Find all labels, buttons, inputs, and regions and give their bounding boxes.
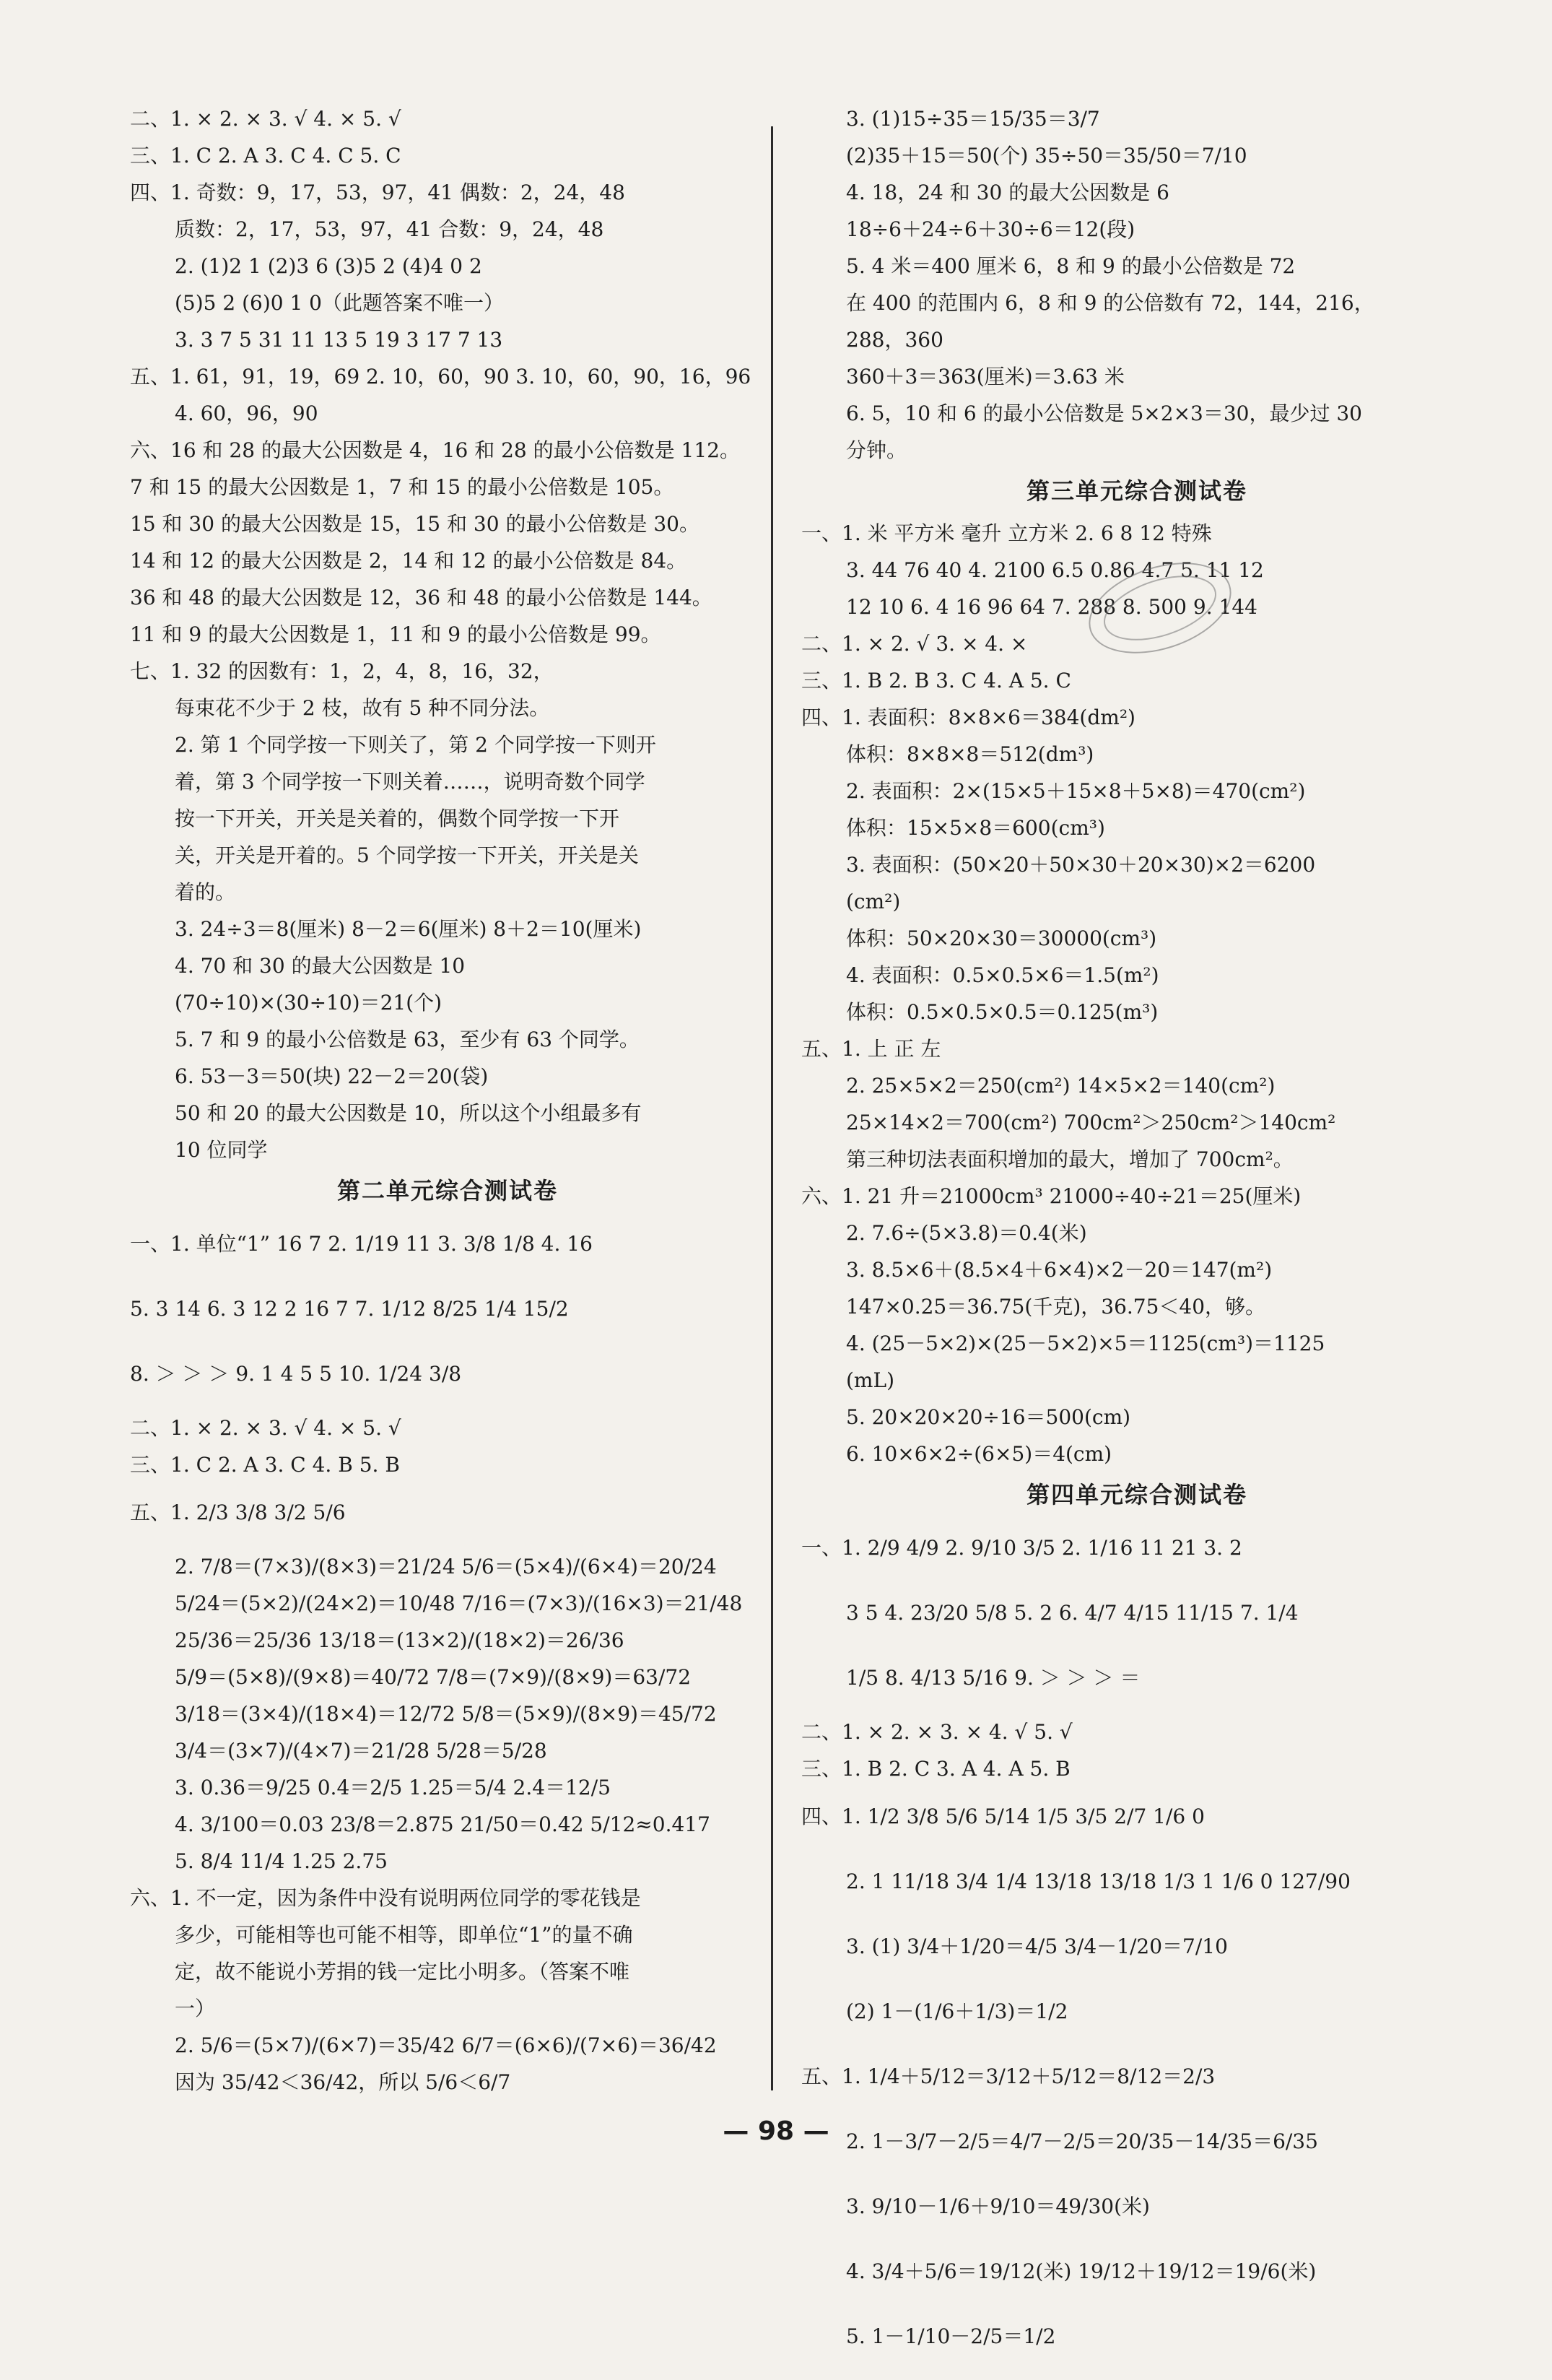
answer-line: (2) 1－(1/6＋1/3)＝1/2: [846, 1999, 1068, 2023]
answer-line: (cm²): [846, 890, 901, 913]
answer-line: 质数：2，17，53，97，41 合数：9，24，48: [175, 217, 604, 241]
answer-line: 二、1. × 2. √ 3. × 4. ×: [801, 632, 1028, 656]
answer-line: 第三种切法表面积增加的最大，增加了 700cm²。: [846, 1147, 1294, 1171]
answer-line: 6. 53－3＝50(块) 22－2＝20(袋): [175, 1064, 489, 1088]
answer-line: 12 10 6. 4 16 96 64 7. 288 8. 500 9. 144: [846, 595, 1257, 619]
answer-line: 360＋3＝363(厘米)＝3.63 米: [846, 365, 1125, 388]
answer-line: 2. 7/8＝(7×3)/(8×3)＝21/24 5/6＝(5×4)/(6×4)＝20/24: [175, 1555, 717, 1578]
answer-line: 三、1. C 2. A 3. C 4. C 5. C: [130, 144, 401, 168]
answer-line: 因为 35/42＜36/42，所以 5/6＜6/7: [175, 2070, 511, 2094]
answer-line: (mL): [846, 1368, 894, 1392]
answer-line: 18÷6＋24÷6＋30÷6＝12(段): [846, 217, 1135, 241]
answer-line: 四、1. 奇数：9，17，53，97，41 偶数：2，24，48: [130, 181, 625, 204]
answer-line: 二、1. × 2. × 3. √ 4. × 5. √: [130, 107, 401, 131]
unit3-title: 第三单元综合测试卷: [1026, 477, 1247, 505]
answer-line: 体积：50×20×30＝30000(cm³): [846, 926, 1157, 950]
answer-line: 体积：8×8×8＝512(dm³): [846, 742, 1094, 766]
answer-line: 36 和 48 的最大公因数是 12，36 和 48 的最小公倍数是 144。: [130, 586, 712, 609]
answer-line: 2. 5/6＝(5×7)/(6×7)＝35/42 6/7＝(6×6)/(7×6)＝36/42: [175, 2033, 717, 2057]
answer-line: 六、16 和 28 的最大公因数是 4，16 和 28 的最小公倍数是 112。: [130, 438, 740, 462]
answer-line: 二、1. × 2. × 3. √ 4. × 5. √: [130, 1416, 401, 1440]
answer-line: 25/36＝25/36 13/18＝(13×2)/(18×2)＝26/36: [175, 1628, 624, 1652]
answer-line: 三、1. B 2. B 3. C 4. A 5. C: [801, 669, 1071, 692]
answer-line: 5. 7 和 9 的最小公倍数是 63，至少有 63 个同学。: [175, 1028, 640, 1051]
answer-line: 六、1. 不一定，因为条件中没有说明两位同学的零花钱是: [130, 1886, 641, 1910]
answer-line: 3. 9/10－1/6＋9/10＝49/30(米): [846, 2194, 1150, 2218]
answer-line: 一、1. 2/9 4/9 2. 9/10 3/5 2. 1/16 11 21 3. 2: [801, 1536, 1242, 1560]
answer-line: 3. 24÷3＝8(厘米) 8－2＝6(厘米) 8＋2＝10(厘米): [175, 917, 642, 941]
unit2-title: 第二单元综合测试卷: [336, 1177, 558, 1204]
answer-line: (70÷10)×(30÷10)＝21(个): [175, 991, 443, 1015]
column-divider: [771, 126, 773, 2090]
answer-line: 2. 表面积：2×(15×5＋15×8＋5×8)＝470(cm²): [846, 779, 1306, 803]
answer-line: 一、1. 米 平方米 毫升 立方米 2. 6 8 12 特殊: [801, 521, 1212, 545]
answer-line: (5)5 2 (6)0 1 0（此题答案不唯一）: [175, 291, 504, 315]
answer-line: 4. 表面积：0.5×0.5×6＝1.5(m²): [846, 963, 1159, 987]
answer-line: 按一下开关，开关是关着的，偶数个同学按一下开: [175, 807, 620, 830]
answer-line: 3. (1)15÷35＝15/35＝3/7: [846, 107, 1100, 131]
answer-line: 5. 8/4 11/4 1.25 2.75: [175, 1849, 388, 1873]
answer-line: 一、1. 单位“1” 16 7 2. 1/19 11 3. 3/8 1/8 4. 16: [130, 1232, 593, 1256]
answer-line: 8. ＞ ＞ ＞ 9. 1 4 5 5 10. 1/24 3/8: [130, 1362, 462, 1386]
answer-line: 3. 8.5×6＋(8.5×4＋6×4)×2－20＝147(m²): [846, 1258, 1273, 1282]
answer-line: 每束花不少于 2 枝，故有 5 种不同分法。: [175, 696, 550, 720]
right-column: [801, 108, 1473, 2380]
answer-line: 4. 3/100＝0.03 23/8＝2.875 21/50＝0.42 5/12≈0.417: [175, 1812, 710, 1836]
answer-line: 50 和 20 的最大公因数是 10，所以这个小组最多有: [175, 1101, 642, 1125]
unit4-title: 第四单元综合测试卷: [1026, 1481, 1247, 1508]
answer-line: 4. (25－5×2)×(25－5×2)×5＝1125(cm³)＝1125: [846, 1332, 1325, 1355]
answer-line: 着的。: [175, 880, 236, 904]
answer-line: 11 和 9 的最大公因数是 1，11 和 9 的最小公倍数是 99。: [130, 622, 661, 646]
answer-line: 五、1. 上 正 左: [801, 1037, 941, 1061]
answer-line: 4. 18，24 和 30 的最大公因数是 6: [846, 181, 1169, 204]
answer-line: 6. 5，10 和 6 的最小公倍数是 5×2×3＝30，最少过 30: [846, 401, 1362, 425]
answer-line: 3. 3 7 5 31 11 13 5 19 3 17 7 13: [175, 328, 503, 352]
answer-line: 288，360: [846, 328, 943, 352]
answer-line: 多少，可能相等也可能不相等，即单位“1”的量不确: [175, 1923, 633, 1947]
answer-line: 3. 0.36＝9/25 0.4＝2/5 1.25＝5/4 2.4＝12/5: [175, 1776, 611, 1799]
answer-line: 2. 1 11/18 3/4 1/4 13/18 13/18 1/3 1 1/6 0 127/90: [846, 1869, 1351, 1893]
answer-line: (2)35＋15＝50(个) 35÷50＝35/50＝7/10: [846, 144, 1247, 168]
answer-line: 5. 1－1/10－2/5＝1/2: [846, 2324, 1056, 2348]
answer-line: 二、1. × 2. × 3. × 4. √ 5. √: [801, 1720, 1073, 1744]
answer-line: 4. 60，96，90: [175, 401, 318, 425]
answer-line: 2. 7.6÷(5×3.8)＝0.4(米): [846, 1221, 1087, 1245]
answer-line: 三、1. B 2. C 3. A 4. A 5. B: [801, 1757, 1071, 1781]
answer-line: 六、1. 21 升＝21000cm³ 21000÷40÷21＝25(厘米): [801, 1184, 1302, 1208]
answer-line: 4. 70 和 30 的最大公因数是 10: [175, 954, 466, 978]
answer-line: 15 和 30 的最大公因数是 15，15 和 30 的最小公倍数是 30。: [130, 512, 699, 536]
answer-line: 1/5 8. 4/13 5/16 9. ＞ ＞ ＞ ＝: [846, 1666, 1141, 1690]
answer-line: 一）: [175, 1997, 216, 2020]
answer-line: 着，第 3 个同学按一下则关着……，说明奇数个同学: [175, 770, 645, 794]
answer-line: 14 和 12 的最大公因数是 2，14 和 12 的最小公倍数是 84。: [130, 549, 687, 573]
answer-line: 七、1. 32 的因数有：1，2，4，8，16，32，: [130, 659, 554, 683]
answer-line: 2. 1－3/7－2/5＝4/7－2/5＝20/35－14/35＝6/35: [846, 2129, 1318, 2153]
answer-line: 5/9＝(5×8)/(9×8)＝40/72 7/8＝(7×9)/(8×9)＝63/72: [175, 1665, 692, 1689]
answer-line: 在 400 的范围内 6，8 和 9 的公倍数有 72，144，216，: [846, 291, 1374, 315]
answer-line: 2. (1)2 1 (2)3 6 (3)5 2 (4)4 0 2: [175, 254, 482, 278]
answer-line: 体积：0.5×0.5×0.5＝0.125(m³): [846, 1000, 1159, 1024]
answer-line: 四、1. 表面积：8×8×6＝384(dm²): [801, 705, 1135, 729]
answer-line: 三、1. C 2. A 3. C 4. B 5. B: [130, 1453, 400, 1477]
answer-line: 5. 4 米＝400 厘米 6，8 和 9 的最小公倍数是 72: [846, 254, 1296, 278]
answer-line: 定，故不能说小芳捐的钱一定比小明多。（答案不唯: [175, 1960, 630, 1984]
answer-line: 10 位同学: [175, 1138, 268, 1162]
answer-line: 5/24＝(5×2)/(24×2)＝10/48 7/16＝(7×3)/(16×3)＝21/48: [175, 1591, 743, 1615]
answer-line: 5. 3 14 6. 3 12 2 16 7 7. 1/12 8/25 1/4 15/2: [130, 1297, 569, 1321]
answer-line: 分钟。: [846, 438, 907, 462]
page-number: — 98 —: [723, 2116, 829, 2146]
answer-line: 五、1. 61，91，19，69 2. 10，60，90 3. 10，60，90，16，96: [130, 365, 751, 388]
answer-line: 7 和 15 的最大公因数是 1，7 和 15 的最小公倍数是 105。: [130, 475, 674, 499]
answer-line: 3/18＝(3×4)/(18×4)＝12/72 5/8＝(5×9)/(8×9)＝45/72: [175, 1702, 717, 1726]
answer-line: 体积：15×5×8＝600(cm³): [846, 816, 1105, 840]
answer-line: 4. 3/4＋5/6＝19/12(米) 19/12＋19/12＝19/6(米): [846, 2259, 1317, 2283]
answer-line: 25×14×2＝700(cm²) 700cm²＞250cm²＞140cm²: [846, 1111, 1336, 1134]
answer-line: 3 5 4. 23/20 5/8 5. 2 6. 4/7 4/15 11/15 7. 1/4: [846, 1601, 1299, 1625]
answer-line: 2. 第 1 个同学按一下则关了，第 2 个同学按一下则开: [175, 733, 656, 757]
answer-line: 3. (1) 3/4＋1/20＝4/5 3/4－1/20＝7/10: [846, 1934, 1228, 1958]
answer-line: 3/4＝(3×7)/(4×7)＝21/28 5/28＝5/28: [175, 1739, 547, 1763]
answer-line: 五、1. 1/4＋5/12＝3/12＋5/12＝8/12＝2/3: [801, 2064, 1216, 2088]
answer-line: 五、1. 2/3 3/8 3/2 5/6: [130, 1500, 346, 1524]
answer-line: 2. 25×5×2＝250(cm²) 14×5×2＝140(cm²): [846, 1074, 1276, 1098]
answer-line: 6. 10×6×2÷(6×5)＝4(cm): [846, 1442, 1112, 1466]
left-column: [130, 108, 765, 2108]
answer-line: 3. 44 76 40 4. 2100 6.5 0.86 4.7 5. 11 12: [846, 558, 1264, 582]
answer-line: 3. 表面积：(50×20＋50×30＋20×30)×2＝6200: [846, 853, 1316, 877]
answer-line: 147×0.25＝36.75(千克)，36.75＜40，够。: [846, 1295, 1266, 1319]
answer-line: 四、1. 1/2 3/8 5/6 5/14 1/5 3/5 2/7 1/6 0: [801, 1804, 1205, 1828]
answer-line: 关，开关是开着的。5 个同学按一下开关，开关是关: [175, 843, 639, 867]
answer-line: 5. 20×20×20÷16＝500(cm): [846, 1405, 1131, 1429]
